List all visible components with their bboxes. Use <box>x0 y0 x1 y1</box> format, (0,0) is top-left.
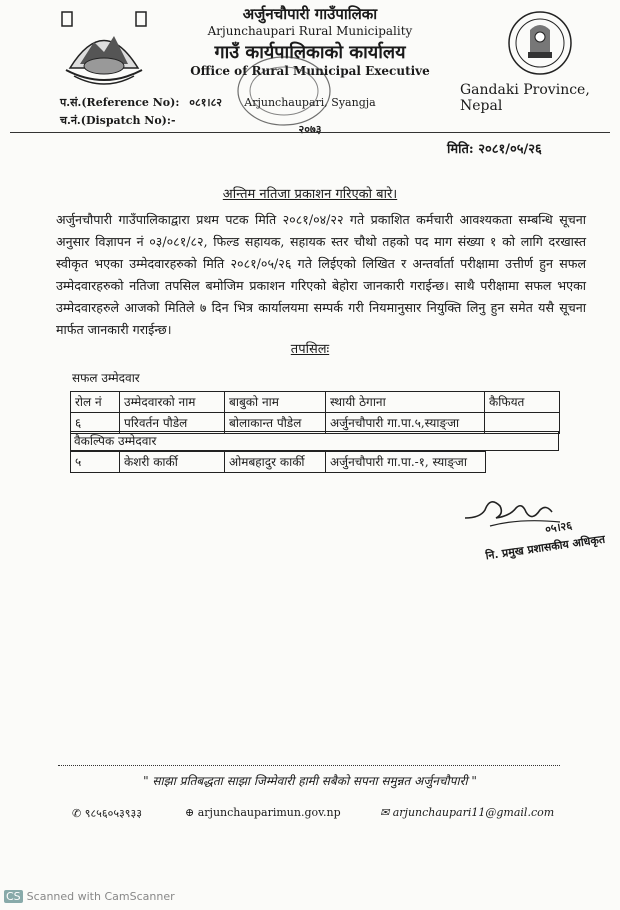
cell-roll: ६ <box>71 413 120 434</box>
office-name-nepali: गाउँ कार्यपालिकाको कार्यालय <box>214 42 406 63</box>
header-candidate: उम्मेदवारको नाम <box>120 392 225 413</box>
municipality-name-nepali: अर्जुनचौपारी गाउँपालिका <box>242 5 378 23</box>
alternate-candidates-table <box>70 451 486 473</box>
cell-roll: ५ <box>71 452 120 473</box>
signatory-title: नि. प्रमुख प्रशासकीय अधिकृत <box>484 532 606 563</box>
footer-divider <box>58 765 560 766</box>
office-name-english: Office of Rural Municipal Executive <box>190 64 430 78</box>
document-date: मिति: २०८१/०५/२६ <box>447 142 542 157</box>
signature-date: ०५।२६ <box>544 518 573 537</box>
header-divider <box>10 132 610 133</box>
header-address: स्थायी ठेगाना <box>326 392 485 413</box>
province-name: Gandaki Province, Nepal <box>460 82 590 114</box>
header-roll: रोल नं <box>71 392 120 413</box>
municipality-name-english: Arjunchaupari Rural Municipality <box>207 24 413 38</box>
cell-address: अर्जुनचौपारी गा.पा.-१, स्याङ्जा <box>326 452 486 473</box>
nepal-emblem-icon <box>60 8 148 88</box>
reference-label: प.सं.(Reference No): <box>60 96 180 109</box>
table-row <box>71 452 486 473</box>
mail-icon: ✉ <box>380 806 390 819</box>
cell-father: बोलाकान्त पौडेल <box>225 413 326 434</box>
successful-candidates-table <box>70 391 560 434</box>
website-link: arjunchauparimun.gov.np <box>197 806 341 819</box>
dispatch-label: च.नं.(Dispatch No):- <box>60 114 176 127</box>
reference-number <box>60 95 222 110</box>
phone-number: ९८५६०५३९३३ <box>84 807 142 820</box>
header-remarks: कैफियत <box>485 392 560 413</box>
table-header-row <box>71 392 560 413</box>
camscanner-icon: CS <box>6 890 21 903</box>
footer-website <box>185 806 341 819</box>
reference-value: ०८१।८२ <box>189 96 223 109</box>
scanner-watermark <box>4 890 175 903</box>
cell-candidate: परिवर्तन पौडेल <box>120 413 225 434</box>
motto: " साझा प्रतिबद्धता साझा जिम्मेवारी हामी सबैको सपना समुन्नत अर्जुनचौपारी " <box>143 774 477 788</box>
subject-line: अन्तिम नतिजा प्रकाशन गरिएको बारे। <box>222 187 398 202</box>
phone-icon: ✆ <box>72 807 82 820</box>
header-father: बाबुको नाम <box>225 392 326 413</box>
office-stamp-icon <box>230 48 338 134</box>
email-address: arjunchaupari11@gmail.com <box>392 806 555 819</box>
details-heading: तपसिलः <box>290 342 330 357</box>
office-address: Arjunchaupari, Syangja <box>244 96 376 109</box>
cell-address: अर्जुनचौपारी गा.पा.५,स्याङ्जा <box>326 413 485 434</box>
cell-father: ओमबहादुर कार्की <box>225 452 326 473</box>
footer-email <box>380 806 554 819</box>
globe-icon: ⊕ <box>185 806 195 819</box>
alternate-candidates-label: वैकल्पिक उम्मेदवार <box>70 431 559 451</box>
cell-candidate: केशरी कार्की <box>120 452 225 473</box>
successful-candidates-label: सफल उम्मेदवार <box>72 371 140 385</box>
footer-phone <box>72 806 142 821</box>
province-emblem-icon <box>505 10 575 76</box>
scanner-text: Scanned with CamScanner <box>26 890 175 903</box>
notice-body: अर्जुनचौपारी गाउँपालिकाद्वारा प्रथम पटक मिति २०८१/०४/२२ गते प्रकाशित कर्मचारी आवश्यकता सम्बन्धि सूचना अनुसार विज्ञापन नं ०३/०८१/८२, फिल्ड सहायक, सहायक स्तर चौथो तहको पद माग संख्या १ को लागि दरखास्त स्वीकृत भएका उम्मेदवारहरुको मिति २०८१/०५/२६ गते लिईएको लिखित र अन्तर्वार्ता परीक्षामा उत्तीर्ण हुन सफल उम्मेदवारहरुको नतिजा तपसिल बमोजिम प्रकाशन गरिएको बेहोरा जानकारी गराईन्छ। साथै परीक्षामा सफल भएका उम्मेदवारहरुले आजको मितिले ७ दिन भित्र कार्यालयमा सम्पर्क गरी नियमानुसार नियुक्ति लिनु हुन समेत यसै सूचना मार्फत जानकारी गराईन्छ। <box>56 212 586 337</box>
stamp-year: २०७३ <box>298 123 322 136</box>
